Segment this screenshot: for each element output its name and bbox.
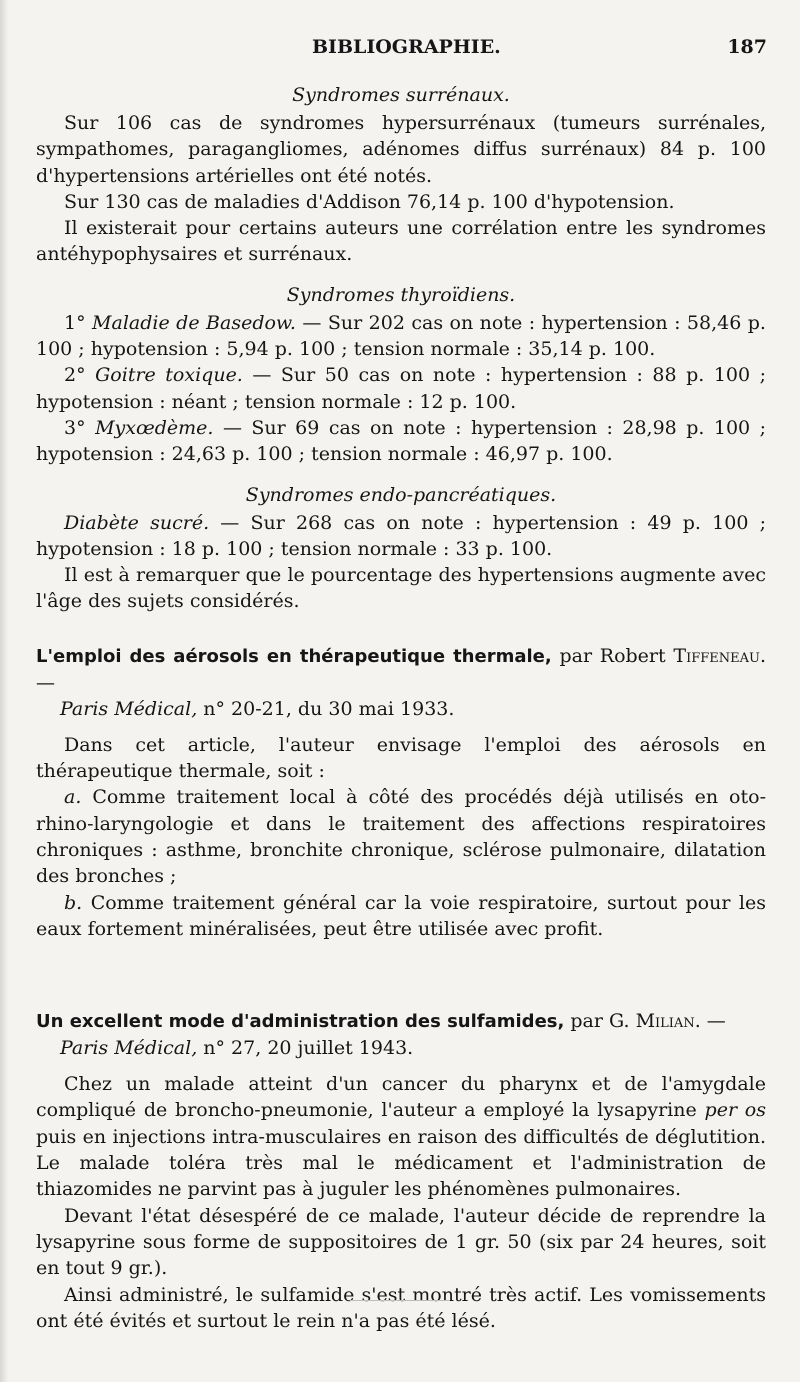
item-number: 2°	[64, 364, 86, 387]
section-heading-pancreatiques: Syndromes endo-pancréatiques.	[245, 483, 557, 506]
list-item	[36, 890, 766, 943]
article-source	[36, 1035, 766, 1061]
paragraph-text: Chez un malade atteint d'un cancer du pharynx et de l'amygdale compliqué de broncho-pneumonie, l'auteur a employé la lysapyrine	[36, 1073, 766, 1122]
item-text: — Sur 268 cas on note : hypertension : 49 p. 100 ; hypotension : 18 p. 100 ; tension normale : 33 p. 100.	[36, 511, 766, 560]
item-number: 1°	[64, 311, 86, 334]
paragraph: Il est à remarquer que le pourcentage des hypertensions augmente avec l'âge des sujets considérés.	[36, 564, 766, 613]
item-label: Myxœdème.	[95, 416, 214, 439]
item-text: — Sur 50 cas on note : hypertension : 88 p. 100 ; hypotension : néant ; tension normale : 12 p. 100.	[36, 364, 767, 413]
item-text: — Sur 202 cas on note : hypertension : 58,46 p. 100 ; hypotension : 5,94 p. 100 ; tension normale : 35,14 p. 100.	[36, 311, 766, 361]
article-title-block	[36, 643, 766, 722]
item-label: Goitre toxique.	[95, 364, 243, 387]
section-heading-thyroidiens: Syndromes thyroïdiens.	[286, 283, 516, 306]
article-dash: —	[36, 671, 55, 694]
article-author: Tiffeneau.	[673, 644, 767, 667]
end-rule	[350, 1300, 450, 1301]
article-title: Un excellent mode d'administration des sulfamides,	[36, 1011, 565, 1033]
source-journal: Paris Médical,	[60, 697, 198, 720]
source-details: n° 27, 20 juillet 1943.	[203, 1037, 414, 1060]
page-spine-shadow	[0, 0, 8, 1382]
item-text: — Sur 69 cas on note : hypertension : 28,98 p. 100 ; hypotension : 24,63 p. 100 ; tension normale : 46,97 p. 100.	[36, 416, 767, 466]
item-text: Comme traitement général car la voie respiratoire, surtout pour les eaux fortement minéralisées, peut être utilisée avec profit.	[36, 891, 766, 940]
paragraph: Sur 130 cas de maladies d'Addison 76,14 p. 100 d'hypotension.	[64, 190, 675, 213]
item-label: Diabète sucré.	[64, 511, 210, 534]
paragraph-text: puis en injections intra-musculaires en raison des difficultés de déglutition. Le malade toléra très mal le médicament et l'administration de thiazomides ne parvint pas à juguler les phénomènes pulmonaires.	[36, 1125, 766, 1201]
list-item	[36, 784, 766, 889]
paragraph: Sur 106 cas de syndromes hypersurrénaux (tumeurs surrénales, sympathomes, paragangliomes, adénomes diffus surrénaux) 84 p. 100 d'hypertensions artérielles ont été notés.	[36, 112, 766, 187]
paragraph	[36, 1071, 766, 1202]
item-label: Maladie de Basedow.	[92, 311, 296, 334]
item-label: b.	[64, 891, 83, 914]
page-number: 187	[727, 36, 767, 58]
item-label: a.	[64, 786, 82, 809]
source-details: n° 20-21, du 30 mai 1933.	[203, 697, 455, 720]
list-item	[36, 310, 766, 363]
article-source	[36, 696, 766, 722]
running-header	[312, 36, 767, 58]
latin-phrase: per os	[704, 1099, 767, 1122]
article-title-block	[36, 1008, 766, 1061]
running-title: BIBLIOGRAPHIE.	[312, 36, 501, 58]
paragraph: Ainsi administré, le sulfamide s'est montré très actif. Les vomissements ont été évités et surtout le rein n'a pas été lésé.	[36, 1283, 766, 1332]
item-text: Comme traitement local à côté des procédés déjà utilisés en oto-rhino-laryngologie et dans le traitement des affections respiratoires chroniques : asthme, bronchite chronique, sclérose pulmonaire, dilatation des bronches ;	[36, 786, 766, 888]
source-journal: Paris Médical,	[60, 1037, 198, 1060]
list-item	[36, 362, 766, 415]
paragraph: Il existerait pour certains auteurs une corrélation entre les syndromes antéhypophysaires et surrénaux.	[36, 217, 766, 266]
paragraph	[36, 510, 766, 563]
paragraph: Dans cet article, l'auteur envisage l'emploi des aérosols en thérapeutique thermale, soit :	[36, 733, 766, 783]
article-title: L'emploi des aérosols en thérapeutique thermale,	[36, 645, 552, 667]
section-heading-surrenaux: Syndromes surrénaux.	[292, 84, 510, 106]
article-author: Milian.	[635, 1010, 701, 1033]
item-number: 3°	[64, 416, 86, 439]
article-dash: —	[706, 1010, 726, 1033]
page-content	[36, 84, 766, 1334]
list-item	[36, 415, 766, 468]
article-by: par G.	[570, 1010, 630, 1033]
paragraph: Devant l'état désespéré de ce malade, l'auteur décide de reprendre la lysapyrine sous forme de suppositoires de 1 gr. 50 (six par 24 heures, soit en tout 9 gr.).	[36, 1204, 766, 1280]
article-by: par Robert	[559, 644, 666, 667]
